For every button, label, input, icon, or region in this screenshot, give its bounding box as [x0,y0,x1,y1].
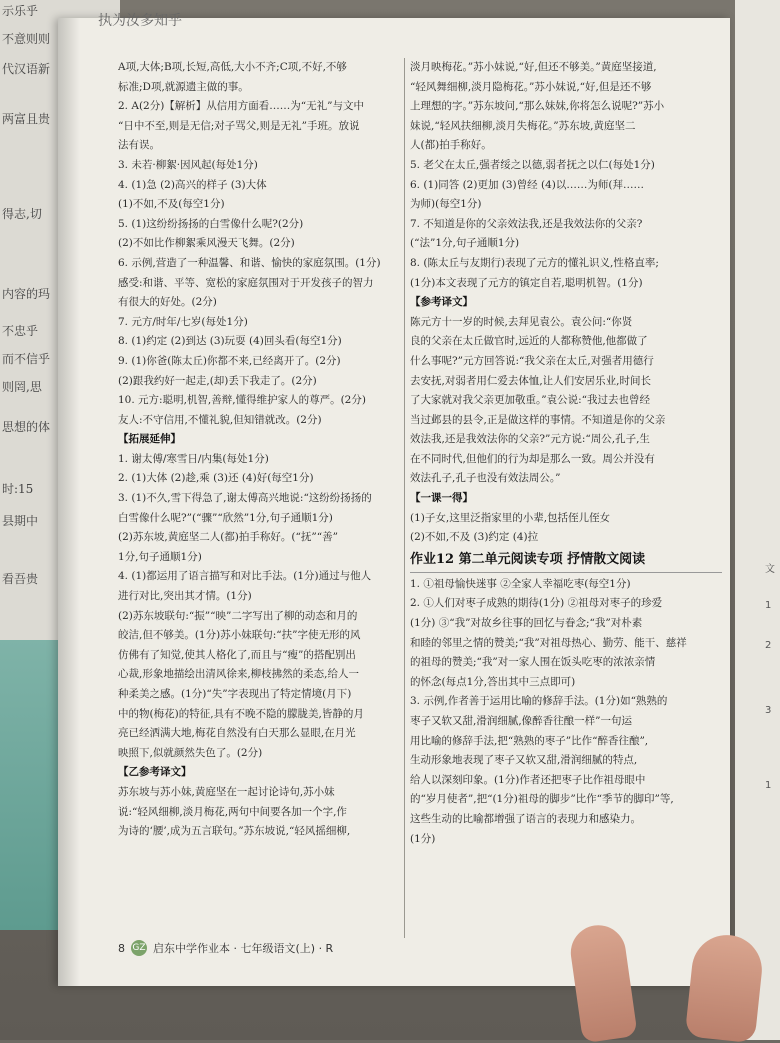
text-line: (2)苏东坡,黄庭坚二人(都)拍手称好。(“抚”“善” [118,531,338,544]
adjacent-page [735,0,780,1040]
text-line: 仿佛有了知觉,使其人格化了,而且与“瘦”的搭配别出 [118,648,356,661]
text-line: 心裁,形象地描绘出清风徐来,柳枝拂然的柔态,给人一 [118,668,360,681]
margin-mark: 2 [765,640,772,651]
margin-mark: 1 [765,600,772,611]
margin-mark: 3 [765,705,772,716]
text-line: 当过邺县的县令,正是做这样的事情。不知道是你的父亲 [410,413,666,426]
running-header: 执为汝多知乎 [98,13,182,29]
text-line: 5. 老父在太丘,强者绥之以德,弱者抚之以仁(每处1分) [410,158,655,171]
text-line: 7. 元方/时年/七岁(每处1分) [118,315,248,328]
text-line: 8. (陈太丘与友期行)表现了元方的懂礼识义,性格直率; [410,256,659,269]
text-line: 6. (1)同答 (2)更加 (3)曾经 (4)以……为师(拜…… [410,178,644,191]
text-line: 2. ①人们对枣子成熟的期待(1分) ②祖母对枣子的珍爱 [410,597,663,610]
text-line: 7. 不知道是你的父亲效法我,还是我效法你的父亲? [410,217,643,230]
text-line: 良的父亲在太丘做官时,远近的人都称赞他,他都做了 [410,335,648,348]
text-line: 4. (1)急 (2)高兴的样子 (3)大体 [118,178,267,191]
text-line: 在不同时代,但他们的行为却是那么一致。周公并没有 [410,452,655,465]
text-line: “日中不至,则是无信;对子骂父,则是无礼”手班。放说 [118,119,360,132]
fragment-text: 得志,切 [2,207,42,221]
publisher-badge-icon: GZ [131,940,147,956]
fragment-text: 代汉语新 [2,62,51,76]
answer-page [58,13,730,986]
text-line: 上理想的字。”苏东坡问,“那么妹妹,你将怎么说呢?”苏小 [410,100,665,113]
text-line: 白雪像什么呢?”(“骤”“欣然”1分,句子通顺1分) [118,511,333,524]
text-line: 妹说,“轻风扶细柳,淡月失梅花。”苏东坡,黄庭坚二 [410,119,636,132]
margin-mark: 1 [765,780,772,791]
fragment-text: 县期中 [2,514,39,528]
text-line: 效法孔子,孔子也没有效法周公。” [410,472,561,485]
text-line: (2)不如比作柳絮乘风漫天飞舞。(2分) [118,237,295,250]
text-line: 3. (1)不久,雪下得急了,谢太傅高兴地说:“这纷纷扬扬的 [118,492,372,505]
text-line: 【拓展延伸】 [118,433,181,446]
text-line: 友人:不守信用,不懂礼貌,但知错就改。(2分) [118,413,322,426]
spine-shadow [58,18,80,986]
text-line: 8. (1)约定 (2)到达 (3)玩耍 (4)回头看(每空1分) [118,335,342,348]
fragment-text: 示乐乎 [2,4,39,18]
text-line: 有很大的好处。(2分) [118,296,217,309]
text-line: (1分)本文表现了元方的镇定自若,聪明机智。(1分) [410,276,643,289]
fragment-text: 思想的体 [2,420,51,434]
text-line: (2)不如,不及 (3)约定 (4)拉 [410,531,539,544]
text-line: 淡月映梅花。”苏小妹说,“好,但还不够美。”黄庭坚接道, [410,61,657,73]
fragment-text: 时:15 [2,482,34,496]
text-line: 4. (1)都运用了语言描写和对比手法。(1分)通过与他人 [118,570,372,583]
text-line: 【参考译文】 [410,296,473,309]
text-line: 标准;D项,就源遗主做的事。 [118,80,249,93]
text-line: 6. 示例,营造了一种温馨、和谐、愉快的家庭氛围。(1分) [118,256,381,269]
text-line: 作业12 第二单元阅读专项 抒情散文阅读 [410,548,722,573]
text-line: 种柔美之感。(1分)“失”字表现出了特定情境(月下) [118,688,352,700]
fragment-text: 看吾贵 [2,572,39,586]
fragment-text: 不忠乎 [2,324,39,338]
text-line: 为诗的‘腰’,成为五言联句。”苏东坡说,“轻风摇细柳, [118,825,351,838]
text-line: 1. 谢太傅/寒雪日/内集(每处1分) [118,452,269,465]
text-line: 枣子又软又甜,滑润细腻,像醉香往酿一样”一句运 [410,715,633,727]
text-line: 1. ①祖母愉快迷事 ②全家人幸福吃枣(每空1分) [410,577,631,590]
text-line: 这些生动的比喻都增强了语言的表现力和感染力。 [410,812,641,825]
text-line: 法有误。 [118,139,160,152]
text-line: 3. 未若·柳絮·因风起(每处1分) [118,158,258,171]
text-line: (2)跟我约好一起走,(却)丢下我走了。(2分) [118,374,317,387]
text-line: (1)子女,这里泛指家里的小辈,包括侄儿侄女 [410,511,611,524]
text-line: 效法我,还是我效法你的父亲?”元方说:“周公,孔子,生 [410,433,650,446]
text-line: 和睦的邻里之情的赞美;“我”对祖母热心、勤劳、能干、慈祥 [410,636,687,649]
fragment-text: 不意则则 [2,32,51,46]
text-line: 的“岁月使者”,把“(1分)祖母的脚步”比作“季节的脚印”等, [410,793,674,806]
text-line: 9. (1)你爸(陈太丘)你都不来,已经离开了。(2分) [118,354,341,367]
text-line: (“法”1分,句子通顺1分) [410,237,520,250]
text-line: 陈元方十一岁的时候,去拜见袁公。袁公问:“你贤 [410,315,633,328]
margin-mark: 文 [765,564,775,575]
text-line: 中的物(梅花)的特征,具有不晚不隐的朦胧美,皆静的月 [118,707,364,720]
text-line: 苏东坡与苏小妹,黄庭坚在一起讨论诗句,苏小妹 [118,785,335,798]
text-line: 10. 元方:聪明,机智,善辩,懂得维护家人的尊严。(2分) [118,394,366,407]
text-line: (1分) [410,832,436,845]
text-line: 皎洁,但不够美。(1分)苏小妹联句:“扶”字使无形的风 [118,629,361,642]
text-line: 进行对比,突出其才情。(1分) [118,590,252,603]
text-line: 2. (1)大体 (2)趁,乘 (3)还 (4)好(每空1分) [118,472,314,485]
right-column [410,58,722,849]
text-line: (1)不如,不及(每空1分) [118,198,225,211]
fragment-text: 两富且贵 [2,112,51,126]
fragment-text: 内容的玛 [2,287,51,301]
text-line: 说:“轻风细柳,淡月梅花,两句中间要各加一个字,作 [118,805,347,818]
text-line: 了大家就对我父亲更加敬重。”袁公说:“我过去也曾经 [410,394,651,407]
text-line: 用比喻的修辞手法,把“熟熟的枣子”比作“醉香往酿”, [410,734,649,747]
text-line: 【乙参考译文】 [118,766,192,779]
text-line: 映照下,似就颜然失色了。(2分) [118,746,263,759]
text-line: 的祖母的赞美;“我”对一家人围在饭头吃枣的浓浓亲情 [410,656,656,669]
text-line: 什么事呢?”元方回答说:“我父亲在太丘,对强者用德行 [410,354,654,367]
text-line: 给人以深刻印象。(1分)作者还把枣子比作祖母眼中 [410,773,646,786]
text-line: A项,大体;B项,长短,高低,大小不齐;C项,不好,不够 [118,61,347,73]
text-line: 1分,句子通顺1分) [118,550,202,563]
text-line: 为师)(每空1分) [410,198,482,211]
text-line: “轻风舞细柳,淡月隐梅花。”苏小妹说,“好,但是还不够 [410,80,652,93]
text-line: 【一课一得】 [410,492,473,505]
text-line: 人(都)拍手称好。 [410,139,492,152]
text-line: 的怀念(每点1分,答出其中三点即可) [410,675,576,688]
text-line: (1分) ③“我”对故乡往事的回忆与眷念;“我”对朴素 [410,617,643,630]
text-line: 生动形象地表现了枣子又软又甜,滑润细腻的特点, [410,754,638,767]
fragment-text: 则罔,思 [2,380,42,394]
text-line: 感受:和谐、平等、宽松的家庭氛围对于开发孩子的智力 [118,276,374,289]
text-line: 亮已经洒满大地,梅花自然没有白天那么显眼,在月光 [118,727,356,740]
fragment-text: 而不信乎 [2,352,51,366]
text-line: (2)苏东坡联句:“振”“映”二字写出了柳的动态和月的 [118,609,358,622]
page-footer [118,940,333,956]
text-line: 去安抚,对弱者用仁爱去体恤,让人们安居乐业,时间长 [410,374,652,387]
book-title: 启东中学作业本 · 七年级语文(上) · R [153,942,334,955]
page-number: 8 [118,941,125,955]
text-line: 3. 示例,作者善于运用比喻的修辞手法。(1分)如“熟熟的 [410,695,668,708]
left-column [118,58,408,842]
text-line: 2. A(2分)【解析】从信用方面看……为“无礼”与文中 [118,100,365,113]
text-line: 5. (1)这纷纷扬扬的白雪像什么呢?(2分) [118,217,304,230]
column-divider [404,58,405,938]
